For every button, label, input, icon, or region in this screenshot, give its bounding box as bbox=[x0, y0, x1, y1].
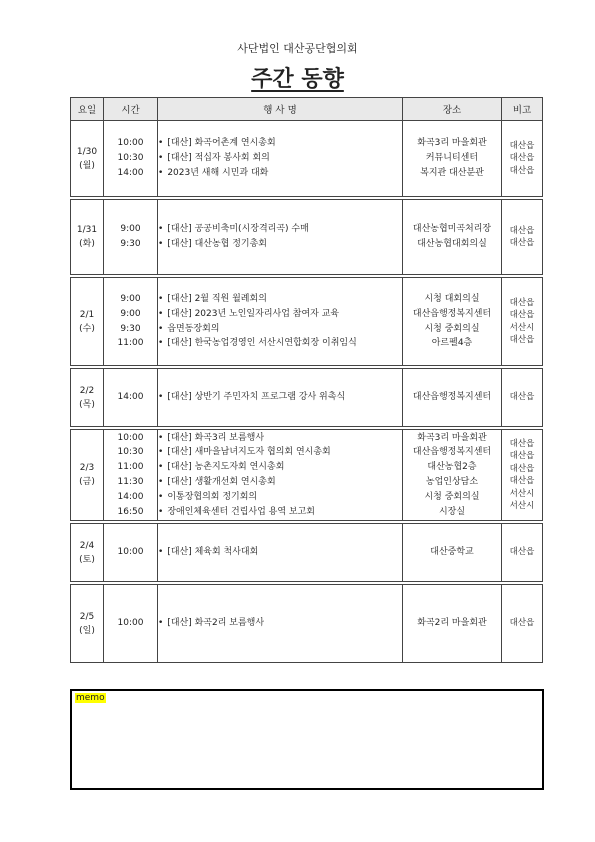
weekday-text: (화) bbox=[79, 239, 95, 249]
note-text: 대산읍 bbox=[509, 618, 535, 629]
place-cell bbox=[403, 585, 502, 663]
time-text: 10:00 bbox=[117, 618, 144, 629]
table-row bbox=[71, 524, 543, 582]
event-item: • [대산] 화곡2리 보름행사 bbox=[158, 616, 402, 631]
place-cell bbox=[403, 430, 502, 521]
note-text: 대산읍 bbox=[509, 297, 535, 308]
place-text: 시장실 bbox=[438, 506, 466, 517]
header-time: 시간 bbox=[104, 98, 158, 121]
day-cell bbox=[71, 585, 104, 663]
place-text: 대산읍행정복지센터 bbox=[412, 447, 492, 458]
event-item: • [대산] 생활개선회 연시총회 bbox=[158, 475, 402, 490]
time-text: 9:00 bbox=[120, 224, 141, 235]
note-text: 대산읍 bbox=[509, 392, 535, 403]
time-text: 11:00 bbox=[117, 338, 144, 349]
place-cell bbox=[403, 369, 502, 427]
event-item: • [대산] 새마을남녀지도자 협의회 연시총회 bbox=[158, 445, 402, 460]
event-cell bbox=[158, 524, 403, 582]
table-header-row bbox=[71, 98, 543, 121]
place-text: 시청 중회의실 bbox=[424, 491, 480, 502]
event-item: • 2023년 새해 시민과 대화 bbox=[158, 166, 402, 181]
event-item: • 장애인체육센터 건립사업 용역 보고회 bbox=[158, 505, 402, 520]
event-cell bbox=[158, 585, 403, 663]
time-text: 10:00 bbox=[117, 138, 144, 149]
note-cell bbox=[502, 278, 543, 366]
time-text: 10:30 bbox=[117, 447, 144, 458]
schedule-body bbox=[71, 121, 543, 663]
time-text: 11:30 bbox=[117, 477, 144, 487]
note-text: 대산읍 bbox=[509, 463, 535, 474]
place-text: 대산농협미곡처리장 bbox=[412, 224, 492, 235]
time-text: 11:00 bbox=[117, 462, 144, 473]
table-row bbox=[71, 278, 543, 366]
event-item: • [대산] 체육회 척사대회 bbox=[158, 545, 402, 560]
time-cell bbox=[104, 121, 158, 197]
note-cell bbox=[502, 524, 543, 582]
table-row bbox=[71, 585, 543, 663]
note-cell bbox=[502, 369, 543, 427]
place-text: 대산읍행정복지센터 bbox=[412, 392, 492, 403]
time-cell bbox=[104, 430, 158, 521]
place-text: 화곡3리 마을회관 bbox=[417, 138, 487, 149]
note-text: 서산시 bbox=[509, 488, 535, 499]
date-text: 2/2 bbox=[79, 385, 95, 396]
place-text: 화곡3리 마을회관 bbox=[417, 432, 487, 443]
table-row bbox=[71, 369, 543, 427]
time-text: 9:30 bbox=[120, 323, 141, 334]
event-cell bbox=[158, 430, 403, 521]
note-text: 대산읍 bbox=[509, 451, 535, 461]
event-item: • [대산] 화곡어촌계 연시총회 bbox=[158, 136, 402, 151]
weekday-text: (금) bbox=[79, 477, 95, 487]
note-text: 서산시 bbox=[509, 322, 535, 333]
event-item: • [대산] 한국농업경영인 서산시연합회장 이취임식 bbox=[158, 336, 402, 351]
memo-label: memo bbox=[76, 693, 105, 703]
time-cell bbox=[104, 369, 158, 427]
event-item: • [대산] 2월 직원 월례회의 bbox=[158, 292, 402, 307]
time-text: 16:50 bbox=[117, 506, 144, 517]
time-text: 14:00 bbox=[117, 491, 144, 502]
event-item: • [대산] 적십자 봉사회 회의 bbox=[158, 151, 402, 166]
header-note: 비고 bbox=[502, 98, 543, 121]
place-text: 대산읍행정복지센터 bbox=[412, 308, 492, 319]
table-row bbox=[71, 200, 543, 275]
place-text: 시청 중회의실 bbox=[424, 323, 480, 334]
memo-box[interactable] bbox=[70, 689, 544, 790]
event-cell bbox=[158, 369, 403, 427]
page-title bbox=[0, 62, 595, 93]
event-item: • 이통장협의회 정기회의 bbox=[158, 490, 402, 505]
place-cell bbox=[403, 121, 502, 197]
time-text: 14:00 bbox=[117, 167, 144, 178]
note-text: 대산읍 bbox=[509, 238, 535, 248]
event-item: • [대산] 공공비축미(시장격리곡) 수매 bbox=[158, 222, 402, 237]
weekday-text: (토) bbox=[79, 554, 95, 565]
header-day: 요일 bbox=[71, 98, 104, 121]
date-text: 1/31 bbox=[76, 225, 98, 235]
organization-name: 사단법인 대산공단협의회 bbox=[237, 42, 358, 55]
place-text: 커뮤니티센터 bbox=[425, 153, 479, 164]
event-item: • [대산] 2023년 노인일자리사업 참여자 교육 bbox=[158, 307, 402, 322]
note-text: 서산시 bbox=[509, 501, 535, 511]
place-cell bbox=[403, 278, 502, 366]
note-cell bbox=[502, 585, 543, 663]
weekday-text: (월) bbox=[79, 160, 95, 171]
time-text: 14:00 bbox=[117, 392, 144, 403]
event-item: • [대산] 농촌지도자회 연시총회 bbox=[158, 460, 402, 475]
day-cell bbox=[71, 430, 104, 521]
time-text: 10:00 bbox=[117, 547, 144, 558]
note-text: 대산읍 bbox=[509, 225, 535, 236]
date-text: 2/5 bbox=[79, 611, 95, 622]
place-cell bbox=[403, 200, 502, 275]
time-text: 10:00 bbox=[117, 432, 144, 443]
event-cell bbox=[158, 278, 403, 366]
day-cell bbox=[71, 369, 104, 427]
note-text: 대산읍 bbox=[509, 165, 535, 176]
place-text: 대산농협2층 bbox=[427, 462, 477, 473]
place-text: 대산중학교 bbox=[430, 547, 474, 558]
event-item: • [대산] 대산농협 정기총회 bbox=[158, 237, 402, 252]
note-text: 대산읍 bbox=[509, 140, 535, 151]
event-cell bbox=[158, 200, 403, 275]
time-cell bbox=[104, 524, 158, 582]
place-text: 아르펠4층 bbox=[431, 338, 473, 349]
place-text: 시청 대회의실 bbox=[424, 293, 480, 304]
time-text: 9:30 bbox=[120, 239, 141, 249]
date-text: 2/3 bbox=[79, 463, 95, 473]
place-text: 화곡2리 마을회관 bbox=[417, 618, 487, 629]
day-cell bbox=[71, 121, 104, 197]
schedule-table bbox=[70, 97, 543, 663]
note-text: 대산읍 bbox=[509, 547, 535, 558]
event-cell bbox=[158, 121, 403, 197]
place-text: 농업인상담소 bbox=[425, 477, 479, 487]
note-text: 대산읍 bbox=[509, 153, 535, 164]
weekday-text: (목) bbox=[79, 399, 95, 410]
event-item: • [대산] 화곡3리 보름행사 bbox=[158, 431, 402, 446]
day-cell bbox=[71, 200, 104, 275]
day-cell bbox=[71, 524, 104, 582]
place-text: 대산농협대회의실 bbox=[417, 239, 487, 249]
date-text: 2/4 bbox=[79, 540, 95, 551]
time-cell bbox=[104, 585, 158, 663]
time-cell bbox=[104, 200, 158, 275]
date-text: 2/1 bbox=[79, 309, 95, 320]
place-text: 복지관 대산분관 bbox=[420, 167, 484, 178]
event-item: • [대산] 상반기 주민자치 프로그램 강사 위촉식 bbox=[158, 390, 402, 405]
time-cell bbox=[104, 278, 158, 366]
page-title-text: 주간 동향 bbox=[251, 67, 344, 92]
weekday-text: (일) bbox=[79, 625, 95, 636]
note-text: 대산읍 bbox=[509, 476, 535, 486]
header-place: 장소 bbox=[403, 98, 502, 121]
note-cell bbox=[502, 121, 543, 197]
header-event: 행 사 명 bbox=[158, 98, 403, 121]
place-cell bbox=[403, 524, 502, 582]
table-row bbox=[71, 430, 543, 521]
event-item: • 읍면동장회의 bbox=[158, 322, 402, 337]
note-text: 대산읍 bbox=[509, 438, 535, 449]
day-cell bbox=[71, 278, 104, 366]
note-text: 대산읍 bbox=[509, 310, 535, 320]
date-text: 1/30 bbox=[76, 146, 98, 157]
table-row bbox=[71, 121, 543, 197]
note-cell bbox=[502, 200, 543, 275]
time-text: 9:00 bbox=[120, 293, 141, 304]
weekday-text: (수) bbox=[79, 323, 95, 334]
time-text: 9:00 bbox=[120, 308, 141, 319]
note-cell bbox=[502, 430, 543, 521]
note-text: 대산읍 bbox=[509, 335, 535, 345]
time-text: 10:30 bbox=[117, 153, 144, 164]
